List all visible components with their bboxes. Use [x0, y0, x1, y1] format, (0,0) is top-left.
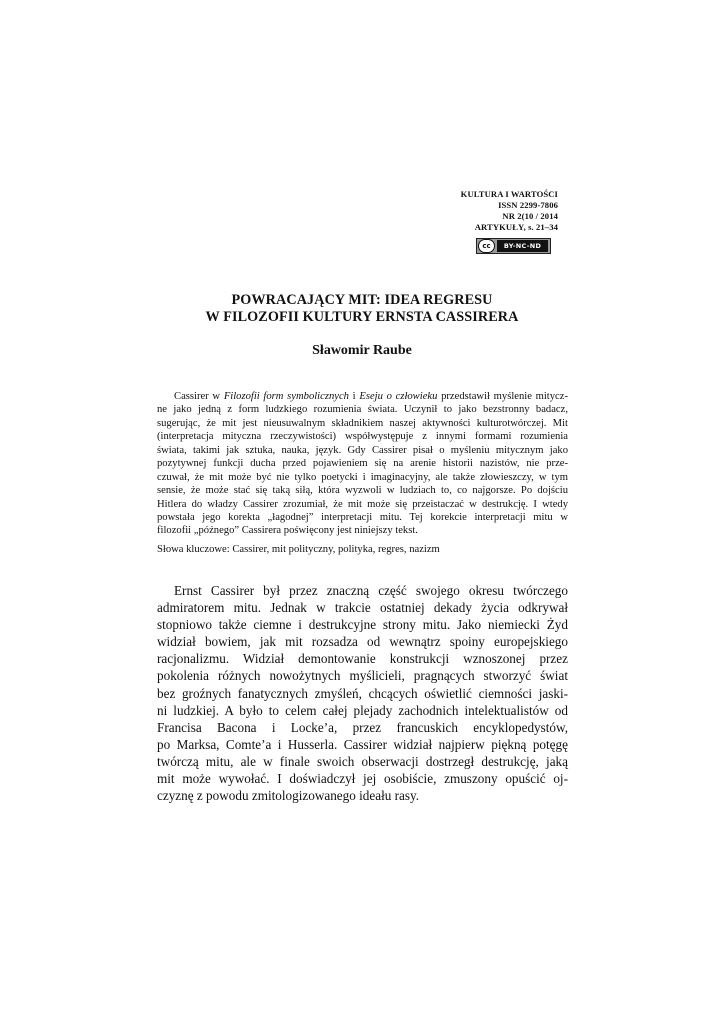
body-text: [157, 582, 568, 804]
abstract-line: (interpretacja mityczna rzeczywistości) współwystępuje z innymi formami rozumienia: [157, 431, 568, 443]
body-line: mit może wywołać. I doświadczył jej osobiście, zmuszony opuścić oj-: [157, 771, 568, 787]
body-line: admiratorem mitu. Jednak w trakcie ostatniej dekady życia odkrywał: [157, 600, 568, 616]
article-title: [120, 292, 604, 326]
title-line-1: POWRACAJĄCY MIT: IDEA REGRESU: [231, 292, 493, 308]
keywords: Słowa kluczowe: Cassirer, mit polityczny, polityka, regres, nazizm: [157, 544, 440, 555]
body-line: czyznę z powodu zmitologizowanego ideału rasy.: [157, 788, 420, 804]
abstract-line: sensie, że może stać się taką siłą, która wyzwoli w ludziach to, co najgorsze. Po dojściu: [157, 485, 568, 497]
body-line: widział bowiem, jak mit rozsadza od wewnątrz spoiny europejskiego: [157, 634, 568, 650]
abstract-line: sugerując, że mit jest nieusuwalnym składnikiem naszej aktywności kulturotwórczej. Mit: [157, 417, 568, 429]
journal-section: ARTYKUŁY, s. 21–34: [474, 222, 558, 232]
abstract-line: świata, takimi jak sztuka, nauka, język. Gdy Cassirer pisał o myśleniu mitycznym jako: [157, 444, 568, 456]
abstract-line: [157, 390, 568, 403]
abstract-text: i: [348, 391, 360, 402]
journal-issue: NR 2(10 / 2014: [502, 211, 558, 221]
abstract-line: czuwał, że mit może być nie tylko poetycki i imaginacyjny, ale także złowieszczy, w tym: [157, 471, 568, 483]
body-line: twórczą mitu, ale w finale swoich obserwacji dostrzegł destrukcję, jaką: [157, 753, 568, 769]
abstract-line: powstała jego korekta „łagodnej” interpretacji mitu. Tej korekcie interpretacji mitu w: [157, 511, 568, 523]
abstract-line: pozytywnej funkcji ducha przed pojawieniem się na arenie historii nazistów, nie prze-: [157, 458, 568, 470]
body-line: po Marksa, Comte’a i Husserla. Cassirer widział najpierw piękną potęgę: [157, 736, 568, 752]
abstract-text: przedstawił myślenie mitycz-: [437, 391, 568, 402]
body-line: racjonalizmu. Widział demontowanie konstrukcji wznoszonej przez: [157, 651, 568, 667]
body-line: ni ludzkiej. A było to celem całej plejady zachodnich intelektualistów od: [157, 702, 568, 718]
cc-icon: cc: [478, 239, 495, 253]
body-line: Ernst Cassirer był przez znaczną część swojego okresu twórczego: [174, 583, 568, 598]
book-title-italic: Filozofii form symbolicznych: [223, 391, 349, 402]
body-line: Francisa Bacona i Locke’a, przez francuskich encyklopedystów,: [157, 719, 568, 735]
journal-info: [378, 189, 558, 233]
abstract-line: filozofii „późnego” Cassirera poświęcony jest niniejszy tekst.: [157, 525, 418, 537]
author-name: Sławomir Raube: [312, 343, 412, 358]
cc-license-badge: [476, 238, 551, 254]
license-terms: BY-NC-ND: [497, 240, 548, 252]
book-title-italic: Eseju o człowieku: [359, 391, 438, 402]
body-line: pokolenia różnych nowożytnych myślicieli, pragnących stworzyć świat: [157, 668, 568, 684]
body-line: bez groźnych fanatycznych zmyśleń, chcących oświetlić ciemności jaski-: [157, 685, 568, 701]
abstract-line: ne jako jedną z form ludzkiego rozumienia świata. Uczynił to jako bezstronny badacz,: [157, 404, 568, 416]
body-line: stopniowo także ciemne i destrukcyjne strony mitu. Jako niemiecki Żyd: [157, 617, 568, 633]
journal-name: KULTURA I WARTOŚCI: [460, 189, 558, 199]
abstract: [157, 390, 568, 538]
journal-issn: ISSN 2299-7806: [498, 200, 558, 210]
title-line-2: W FILOZOFII KULTURY ERNSTA CASSIRERA: [205, 309, 519, 325]
abstract-text: Cassirer w: [174, 391, 224, 402]
abstract-line: Hitlera do władzy Cassirer zrozumiał, że mit może się przeistaczać w destrukcję. I wtedy: [157, 498, 568, 510]
